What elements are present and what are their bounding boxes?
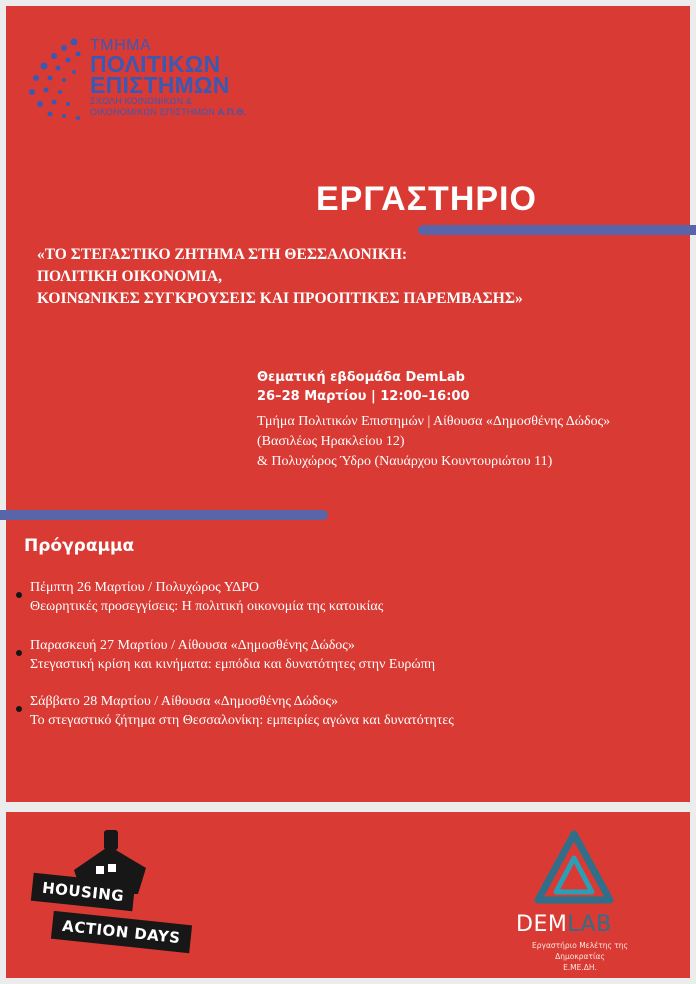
event-address: [257, 412, 610, 472]
bullet-icon: [16, 706, 22, 712]
housing-label: HOUSING: [31, 873, 136, 912]
demlab-name-lab: LAB: [567, 912, 612, 937]
department-logo: [90, 38, 246, 118]
accent-bar-left: [0, 510, 328, 520]
logo-line-3: ΕΠΙΣΤΗΜΩΝ: [90, 72, 230, 98]
address-line-2: (Βασιλέως Ηρακλείου 12): [257, 434, 405, 449]
session-topic: Θεωρητικές προσεγγίσεις: Η πολιτική οικονομία της κατοικίας: [30, 599, 384, 614]
logo-line-2: ΠΟΛΙΤΙΚΩΝ: [90, 51, 221, 77]
session-date-venue: Πέμπτη 26 Μαρτίου / Πολυχώρος ΥΔΡΟ: [30, 580, 259, 595]
event-dates: 26–28 Μαρτίου | 12:00–16:00: [257, 389, 470, 404]
program-heading: Πρόγραμμα: [24, 536, 135, 556]
logo-line-4: ΣΧΟΛΗ ΚΟΙΝΩΝΙΚΩΝ &: [90, 96, 193, 106]
bullet-icon: [16, 592, 22, 598]
demlab-tagline-1: Εργαστήριο Μελέτης της Δημοκρατίας: [532, 941, 628, 961]
bullet-icon: [16, 650, 22, 656]
accent-bar-right: [418, 225, 696, 235]
subtitle-line-3: ΚΟΙΝΩΝΙΚΕΣ ΣΥΓΚΡΟΥΣΕΙΣ ΚΑΙ ΠΡΟΟΠΤΙΚΕΣ ΠΑΡΕΜΒΑΣΗΣ»: [37, 290, 523, 307]
logo-line-5-text: ΟΙΚΟΝΟΜΙΚΩΝ ΕΠΙΣΤΗΜΩΝ: [90, 107, 215, 117]
logo-line-1: ΤΜΗΜΑ: [90, 37, 152, 54]
demlab-tagline-2: Ε.ΜΕ.ΔΗ.: [563, 963, 597, 972]
thematic-week: Θεματική εβδομάδα DemLab: [257, 370, 465, 385]
session-date-venue: Σάββατο 28 Μαρτίου / Αίθουσα «Δημοσθένης Δώδος»: [30, 694, 339, 709]
department-logo-dots-icon: [26, 34, 88, 124]
event-subtitle: [37, 244, 523, 310]
event-title: ΕΡΓΑΣΤΗΡΙΟ: [316, 180, 537, 218]
address-line-3: & Πολυχώρος Ύδρο (Ναυάρχου Κουντουριώτου 11): [257, 454, 553, 469]
event-info: [257, 368, 610, 472]
housing-action-days-logo: [22, 828, 192, 968]
demlab-name: [516, 912, 612, 937]
session-date-venue: Παρασκευή 27 Μαρτίου / Αίθουσα «Δημοσθένης Δώδος»: [30, 638, 355, 653]
demlab-tagline: [506, 940, 654, 973]
subtitle-line-1: «ΤΟ ΣΤΕΓΑΣΤΙΚΟ ΖΗΤΗΜΑ ΣΤΗ ΘΕΣΣΑΛΟΝΙΚΗ:: [37, 246, 408, 263]
logo-line-5-bold: Α.Π.Θ.: [217, 107, 247, 117]
subtitle-line-2: ΠΟΛΙΤΙΚΗ ΟΙΚΟΝΟΜΙΑ,: [37, 268, 222, 285]
session-topic: Το στεγαστικό ζήτημα στη Θεσσαλονίκη: εμπειρίες αγώνα και δυνατότητες: [30, 713, 454, 728]
session-topic: Στεγαστική κρίση και κινήματα: εμπόδια και δυνατότητες στην Ευρώπη: [30, 657, 436, 672]
logo-line-5: [90, 107, 246, 118]
address-line-1: Τμήμα Πολιτικών Επιστημών | Αίθουσα «Δημοσθένης Δώδος»: [257, 414, 611, 429]
demlab-name-dem: DEM: [516, 912, 568, 937]
demlab-triangle-icon: [534, 828, 614, 908]
action-days-label: ACTION DAYS: [51, 911, 192, 953]
